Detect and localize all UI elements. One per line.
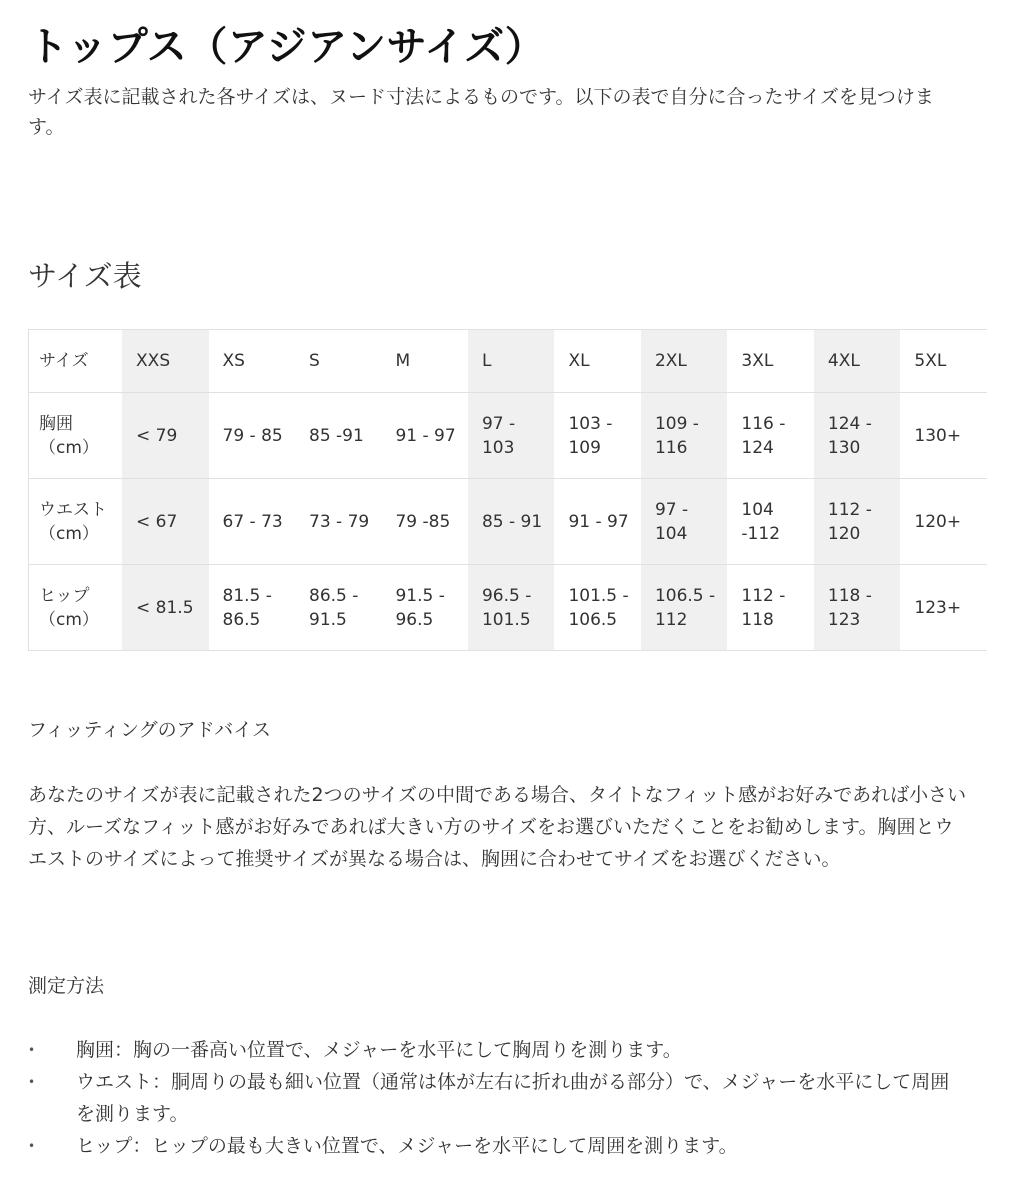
table-cell: < 81.5 [122,565,208,651]
table-cell: 73 - 79 [295,479,381,565]
table-cell: 79 - 85 [209,393,295,479]
list-item [28,1034,968,1066]
page-title: トップス（アジアンサイズ） [28,24,546,70]
measurement-title: 測定方法 [28,975,105,997]
size-header: 2XL [641,330,727,393]
table-cell: 118 - 123 [814,565,900,651]
size-header-row [29,330,988,393]
table-cell: < 67 [122,479,208,565]
size-chart-table [28,329,987,651]
table-cell: 97 - 103 [468,393,554,479]
table-cell: < 79 [122,393,208,479]
table-cell: 116 - 124 [727,393,813,479]
size-header: M [381,330,467,393]
row-label-waist: ウエスト （cm） [29,479,123,565]
table-row-hip [29,565,988,651]
size-chart-title: サイズ表 [28,259,142,293]
table-row-chest [29,393,988,479]
row-label-chest: 胸囲 （cm） [29,393,123,479]
bullet-icon: • [28,1043,36,1057]
table-cell: 112 - 120 [814,479,900,565]
table-cell: 91 - 97 [554,479,640,565]
size-header: 4XL [814,330,900,393]
measurement-list [28,1034,968,1162]
size-header: XL [554,330,640,393]
table-cell: 67 - 73 [209,479,295,565]
bullet-icon: • [28,1075,36,1089]
fitting-advice-title: フィッティングのアドバイス [28,719,272,741]
size-header: L [468,330,554,393]
measurement-item-text: ヒップ：ヒップの最も大きい位置で、メジャーを水平にして周囲を測ります。 [76,1135,738,1157]
table-cell: 103 - 109 [554,393,640,479]
size-header: XXS [122,330,208,393]
table-cell: 97 - 104 [641,479,727,565]
size-header: XS [209,330,295,393]
table-cell: 124 - 130 [814,393,900,479]
table-cell: 86.5 - 91.5 [295,565,381,651]
size-header: S [295,330,381,393]
fitting-advice-text: あなたのサイズが表に記載された2つのサイズの中間である場合、タイトなフィット感がお好みであれば小さい方、ルーズなフィット感がお好みであれば大きい方のサイズをお選びいただくことをお勧めします。胸囲とウエストのサイズによって推奨サイズが異なる場合は、胸囲に合わせてサイズをお選びください。 [28,784,967,870]
table-cell: 79 -85 [381,479,467,565]
list-item [28,1130,968,1162]
size-header: 3XL [727,330,813,393]
table-cell: 101.5 - 106.5 [554,565,640,651]
table-cell: 85 -91 [295,393,381,479]
table-cell: 109 - 116 [641,393,727,479]
table-cell: 130+ [900,393,987,479]
table-cell: 85 - 91 [468,479,554,565]
table-cell: 96.5 - 101.5 [468,565,554,651]
table-cell: 123+ [900,565,987,651]
measurement-item-text: ウエスト：胴周りの最も細い位置（通常は体が左右に折れ曲がる部分）で、メジャーを水平にして周囲を測ります。 [76,1071,950,1125]
table-row-waist [29,479,988,565]
table-cell: 81.5 - 86.5 [209,565,295,651]
list-item [28,1066,968,1130]
table-cell: 106.5 - 112 [641,565,727,651]
table-cell: 112 - 118 [727,565,813,651]
bullet-icon: • [28,1139,36,1153]
row-label-hip: ヒップ （cm） [29,565,123,651]
table-cell: 91 - 97 [381,393,467,479]
table-cell: 120+ [900,479,987,565]
intro-text: サイズ表に記載された各サイズは、ヌード寸法によるものです。以下の表で自分に合ったサイズを見つけます。 [28,86,934,138]
measurement-item-text: 胸囲：胸の一番高い位置で、メジャーを水平にして胸周りを測ります。 [76,1039,682,1061]
size-header: 5XL [900,330,987,393]
size-header-label: サイズ [29,330,123,393]
table-cell: 91.5 - 96.5 [381,565,467,651]
table-cell: 104 -112 [727,479,813,565]
